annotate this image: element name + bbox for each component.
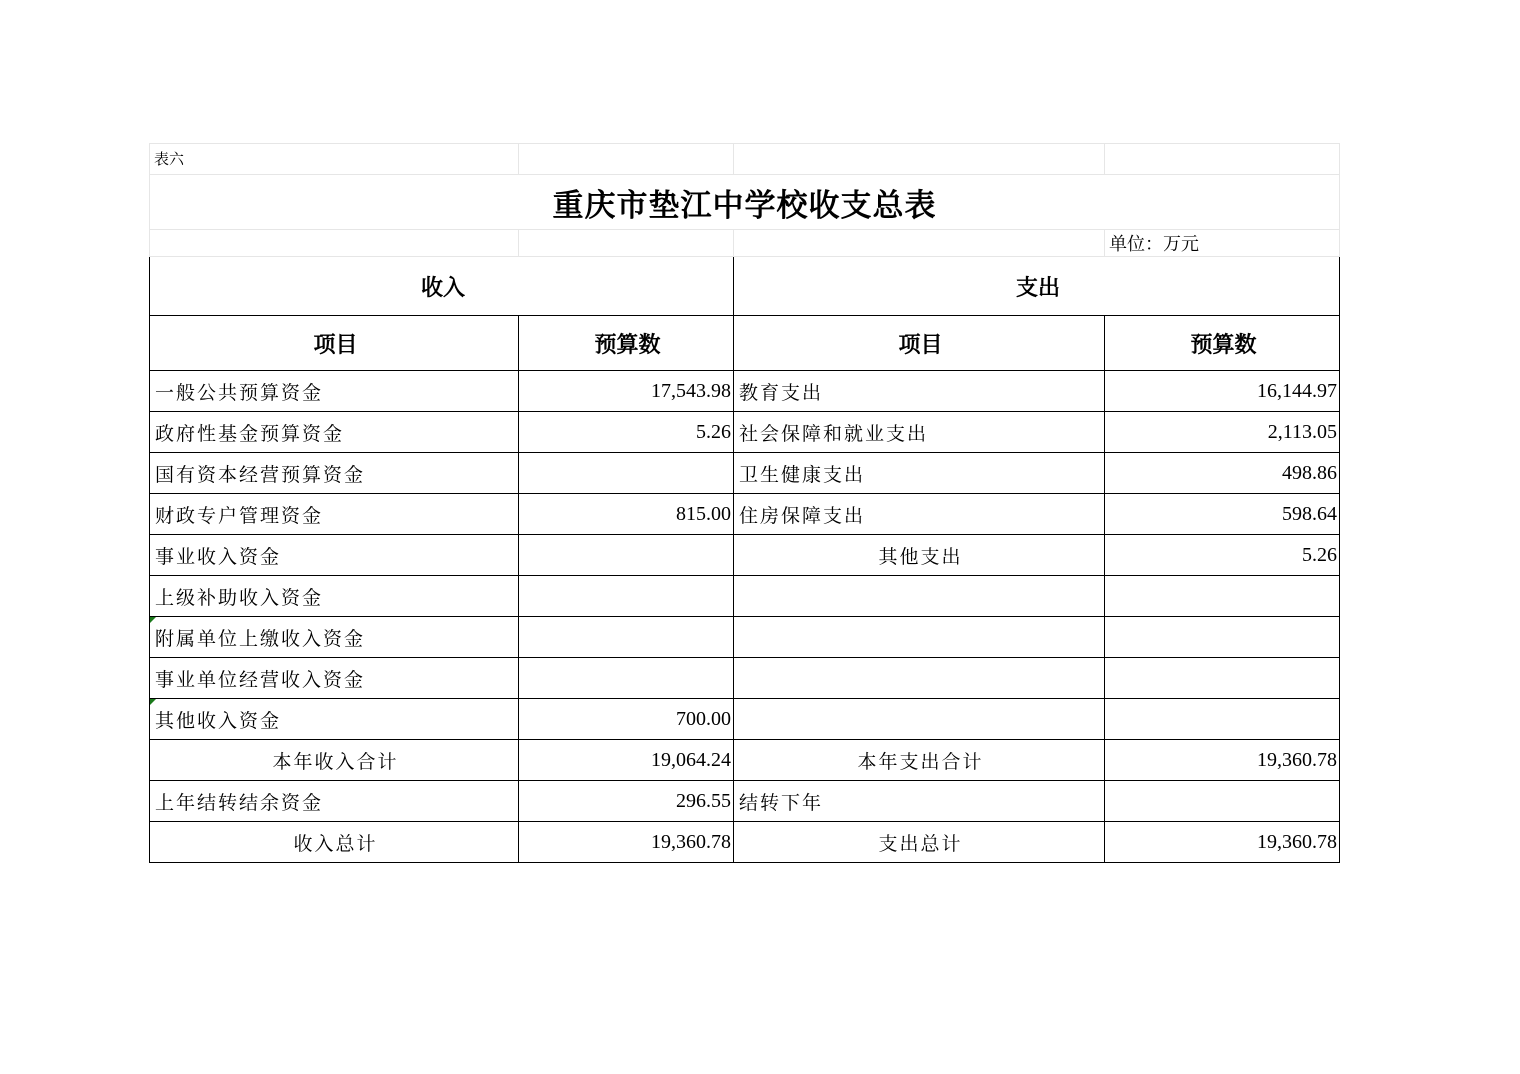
expense-value[interactable]: 598.64 (1105, 494, 1340, 535)
table-row (150, 699, 1340, 740)
expense-carryover-label[interactable]: 结转下年 (734, 781, 1105, 822)
income-value[interactable] (519, 576, 734, 617)
income-item[interactable]: 上级补助收入资金 (150, 576, 519, 617)
expense-item[interactable]: 教育支出 (734, 371, 1105, 412)
table-number-row (150, 144, 1340, 175)
table-row (150, 658, 1340, 699)
expense-subtotal-value[interactable]: 19,360.78 (1105, 740, 1340, 781)
expense-budget-header[interactable]: 预算数 (1105, 316, 1340, 371)
income-carryover-label[interactable]: 上年结转结余资金 (150, 781, 519, 822)
empty-cell[interactable] (734, 230, 1105, 257)
column-header-row (150, 316, 1340, 371)
income-total-label[interactable]: 收入总计 (150, 822, 519, 863)
section-header-row (150, 257, 1340, 316)
budget-summary-table (149, 143, 1340, 863)
income-value[interactable]: 17,543.98 (519, 371, 734, 412)
total-row (150, 822, 1340, 863)
table-row (150, 453, 1340, 494)
income-item[interactable]: 一般公共预算资金 (150, 371, 519, 412)
income-subtotal-value[interactable]: 19,064.24 (519, 740, 734, 781)
table-row (150, 494, 1340, 535)
expense-item[interactable]: 住房保障支出 (734, 494, 1105, 535)
income-header[interactable]: 收入 (150, 257, 734, 316)
income-item[interactable]: 附属单位上缴收入资金 (150, 617, 519, 658)
expense-item[interactable] (734, 658, 1105, 699)
income-item[interactable]: 事业收入资金 (150, 535, 519, 576)
spreadsheet (149, 143, 1339, 863)
page-title[interactable]: 重庆市垫江中学校收支总表 (150, 175, 1340, 230)
expense-item-header[interactable]: 项目 (734, 316, 1105, 371)
income-item[interactable]: 国有资本经营预算资金 (150, 453, 519, 494)
expense-value[interactable] (1105, 576, 1340, 617)
income-value[interactable] (519, 535, 734, 576)
income-value[interactable]: 700.00 (519, 699, 734, 740)
carryover-row (150, 781, 1340, 822)
expense-subtotal-label[interactable]: 本年支出合计 (734, 740, 1105, 781)
income-item-header[interactable]: 项目 (150, 316, 519, 371)
income-subtotal-label[interactable]: 本年收入合计 (150, 740, 519, 781)
expense-item[interactable]: 卫生健康支出 (734, 453, 1105, 494)
expense-item[interactable] (734, 576, 1105, 617)
expense-value[interactable] (1105, 699, 1340, 740)
expense-item[interactable]: 其他支出 (734, 535, 1105, 576)
empty-cell[interactable] (734, 144, 1105, 175)
income-budget-header[interactable]: 预算数 (519, 316, 734, 371)
table-row (150, 535, 1340, 576)
empty-cell[interactable] (1105, 144, 1340, 175)
income-carryover-value[interactable]: 296.55 (519, 781, 734, 822)
income-item[interactable]: 财政专户管理资金 (150, 494, 519, 535)
table-row (150, 371, 1340, 412)
empty-cell[interactable] (150, 230, 519, 257)
expense-value[interactable] (1105, 617, 1340, 658)
income-value[interactable] (519, 658, 734, 699)
expense-value[interactable] (1105, 658, 1340, 699)
expense-item[interactable] (734, 617, 1105, 658)
expense-item[interactable] (734, 699, 1105, 740)
expense-item[interactable]: 社会保障和就业支出 (734, 412, 1105, 453)
income-value[interactable]: 5.26 (519, 412, 734, 453)
unit-label[interactable]: 单位：万元 (1105, 230, 1340, 257)
table-row (150, 576, 1340, 617)
subtotal-row (150, 740, 1340, 781)
income-item[interactable]: 事业单位经营收入资金 (150, 658, 519, 699)
empty-cell[interactable] (519, 144, 734, 175)
expense-carryover-value[interactable] (1105, 781, 1340, 822)
table-number[interactable]: 表六 (150, 144, 519, 175)
expense-total-label[interactable]: 支出总计 (734, 822, 1105, 863)
expense-value[interactable]: 5.26 (1105, 535, 1340, 576)
table-row (150, 412, 1340, 453)
unit-row (150, 230, 1340, 257)
expense-value[interactable]: 16,144.97 (1105, 371, 1340, 412)
income-item[interactable]: 其他收入资金 (150, 699, 519, 740)
expense-header[interactable]: 支出 (734, 257, 1340, 316)
expense-value[interactable]: 498.86 (1105, 453, 1340, 494)
table-row (150, 617, 1340, 658)
income-item[interactable]: 政府性基金预算资金 (150, 412, 519, 453)
expense-total-value[interactable]: 19,360.78 (1105, 822, 1340, 863)
expense-value[interactable]: 2,113.05 (1105, 412, 1340, 453)
income-value[interactable] (519, 453, 734, 494)
empty-cell[interactable] (519, 230, 734, 257)
income-value[interactable] (519, 617, 734, 658)
title-row (150, 175, 1340, 230)
income-value[interactable]: 815.00 (519, 494, 734, 535)
income-total-value[interactable]: 19,360.78 (519, 822, 734, 863)
